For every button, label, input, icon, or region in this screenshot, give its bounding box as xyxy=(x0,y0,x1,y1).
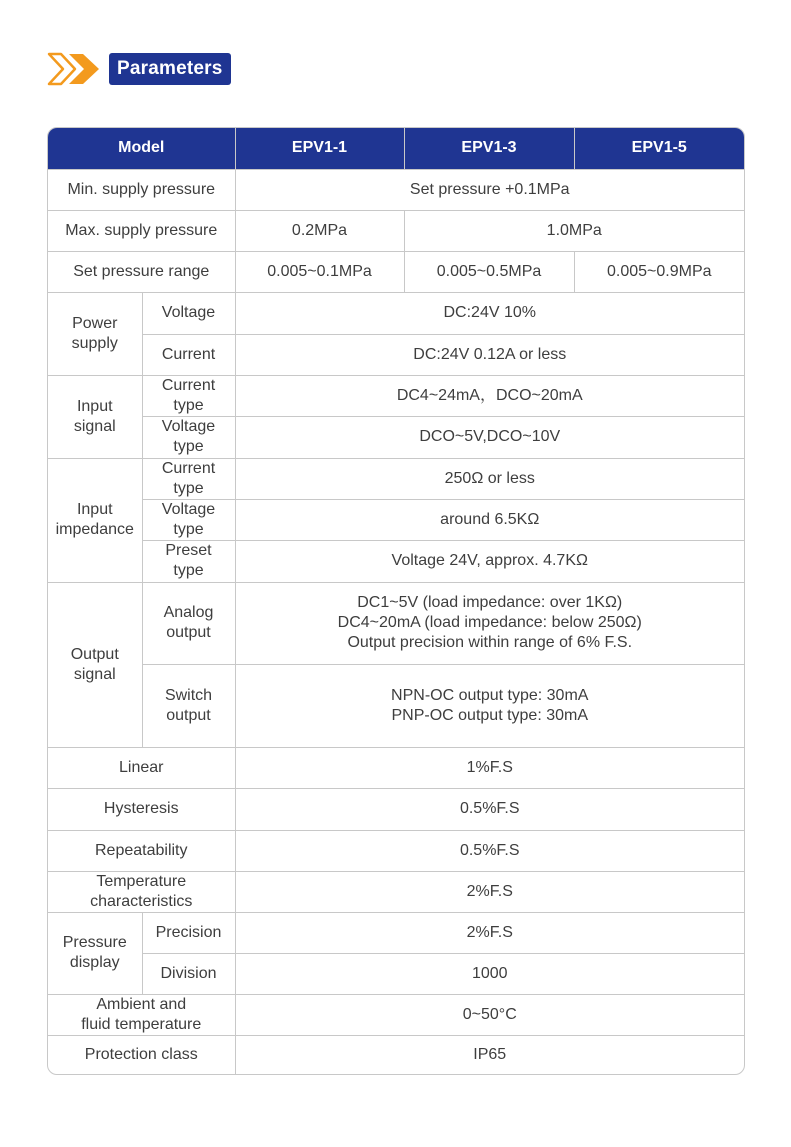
row-label-ambient: Ambient and fluid temperature xyxy=(48,994,235,1035)
row-label-precision: Precision xyxy=(142,912,235,953)
row-label-temperature: Temperature characteristics xyxy=(48,871,235,912)
row-label-min-supply: Min. supply pressure xyxy=(48,169,235,210)
header-epv1-1: EPV1-1 xyxy=(235,128,404,169)
row-label-hysteresis: Hysteresis xyxy=(48,788,235,830)
cell-analog-output: DC1~5V (load impedance: over 1KΩ) DC4~20mA (load impedance: below 250Ω) Output precision within range of 6% F.S. xyxy=(235,582,744,664)
cell-precision: 2%F.S xyxy=(235,912,744,953)
cell-set-range-epv1-3: 0.005~0.5MPa xyxy=(404,251,574,292)
header-model: Model xyxy=(48,128,235,169)
row-label-set-range: Set pressure range xyxy=(48,251,235,292)
table-row xyxy=(48,1035,744,1074)
cell-max-supply-epv1-1: 0.2MPa xyxy=(235,210,404,251)
row-label-switch-output: Switch output xyxy=(142,664,235,747)
table-row xyxy=(48,871,744,912)
cell-min-supply: Set pressure +0.1MPa xyxy=(235,169,744,210)
table-row xyxy=(48,416,744,458)
cell-switch-output: NPN-OC output type: 30mA PNP-OC output type: 30mA xyxy=(235,664,744,747)
parameters-table-container xyxy=(47,127,745,1075)
row-label-impedance-voltage: Voltage type xyxy=(142,499,235,540)
table-row xyxy=(48,375,744,416)
cell-hysteresis: 0.5%F.S xyxy=(235,788,744,830)
cell-ambient: 0~50°C xyxy=(235,994,744,1035)
header-epv1-5: EPV1-5 xyxy=(574,128,744,169)
table-row xyxy=(48,169,744,210)
group-power-supply: Power supply xyxy=(48,292,142,375)
table-row xyxy=(48,788,744,830)
group-input-signal: Input signal xyxy=(48,375,142,458)
table-row xyxy=(48,953,744,994)
section-header xyxy=(47,52,231,86)
row-label-linear: Linear xyxy=(48,747,235,788)
cell-power-current: DC:24V 0.12A or less xyxy=(235,334,744,375)
cell-input-voltage: DCO~5V,DCO~10V xyxy=(235,416,744,458)
cell-set-range-epv1-1: 0.005~0.1MPa xyxy=(235,251,404,292)
row-label-power-current: Current xyxy=(142,334,235,375)
table-row xyxy=(48,210,744,251)
cell-temperature: 2%F.S xyxy=(235,871,744,912)
table-row xyxy=(48,994,744,1035)
group-pressure-display: Pressure display xyxy=(48,912,142,994)
cell-impedance-voltage: around 6.5KΩ xyxy=(235,499,744,540)
row-label-repeatability: Repeatability xyxy=(48,830,235,871)
section-title: Parameters xyxy=(109,53,231,85)
table-row xyxy=(48,582,744,664)
group-output-signal: Output signal xyxy=(48,582,142,747)
cell-impedance-preset: Voltage 24V, approx. 4.7KΩ xyxy=(235,540,744,582)
row-label-impedance-preset: Preset type xyxy=(142,540,235,582)
double-chevron-right-icon xyxy=(47,52,103,86)
table-row xyxy=(48,458,744,499)
table-row xyxy=(48,292,744,334)
row-label-input-voltage: Voltage type xyxy=(142,416,235,458)
cell-protection: IP65 xyxy=(235,1035,744,1074)
cell-repeatability: 0.5%F.S xyxy=(235,830,744,871)
parameters-table xyxy=(48,128,744,1074)
table-row xyxy=(48,540,744,582)
cell-power-voltage: DC:24V 10% xyxy=(235,292,744,334)
header-epv1-3: EPV1-3 xyxy=(404,128,574,169)
row-label-max-supply: Max. supply pressure xyxy=(48,210,235,251)
cell-set-range-epv1-5: 0.005~0.9MPa xyxy=(574,251,744,292)
table-row xyxy=(48,830,744,871)
row-label-input-current: Current type xyxy=(142,375,235,416)
table-header-row xyxy=(48,128,744,169)
row-label-analog-output: Analog output xyxy=(142,582,235,664)
cell-max-supply-epv1-3-5: 1.0MPa xyxy=(404,210,744,251)
cell-linear: 1%F.S xyxy=(235,747,744,788)
cell-division: 1000 xyxy=(235,953,744,994)
row-label-protection: Protection class xyxy=(48,1035,235,1074)
row-label-impedance-current: Current type xyxy=(142,458,235,499)
cell-input-current: DC4~24mA，DCO~20mA xyxy=(235,375,744,416)
table-row xyxy=(48,747,744,788)
table-row xyxy=(48,334,744,375)
row-label-division: Division xyxy=(142,953,235,994)
row-label-power-voltage: Voltage xyxy=(142,292,235,334)
table-row xyxy=(48,912,744,953)
table-row xyxy=(48,664,744,747)
table-row xyxy=(48,251,744,292)
group-input-impedance: Input impedance xyxy=(48,458,142,582)
cell-impedance-current: 250Ω or less xyxy=(235,458,744,499)
table-row xyxy=(48,499,744,540)
